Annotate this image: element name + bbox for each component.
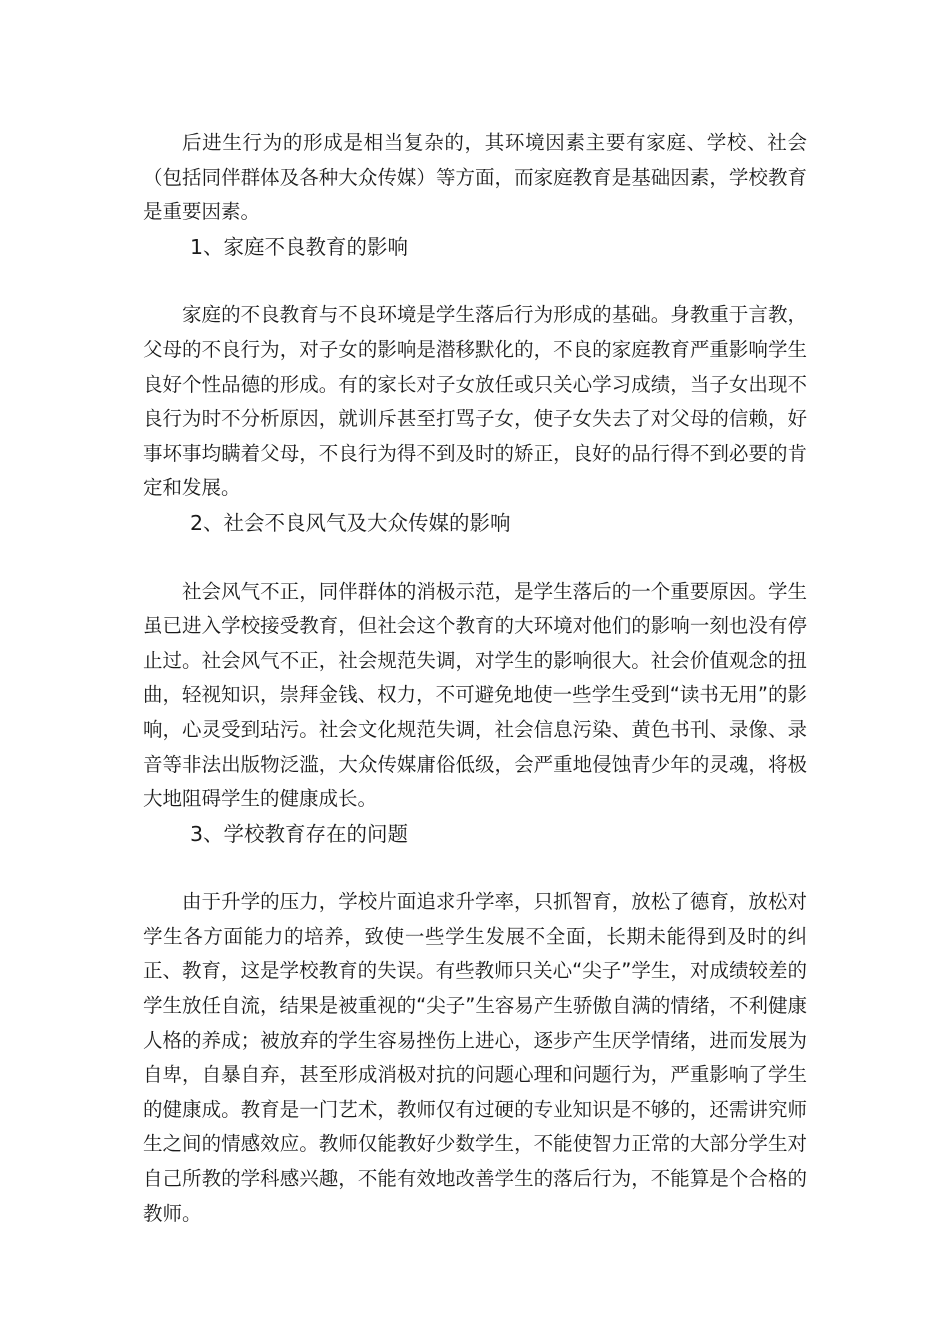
document-body xyxy=(143,126,807,1231)
section-heading-family: 1、家庭不良教育的影响 xyxy=(190,234,409,259)
family-paragraph: 家庭的不良教育与不良环境是学生落后行为形成的基础。身教重于言教，父母的不良行为，对子女的影响是潜移默化的，不良的家庭教育严重影响学生良好个性品德的形成。有的家长对子女放任或只关心学习成绩，当子女出现不良行为时不分析原因，就训斥甚至打骂子女，使子女失去了对父母的信赖，好事坏事均瞒着父母，不良行为得不到及时的矫正，良好的品行得不到必要的肯定和发展。 xyxy=(143,303,807,500)
spacer xyxy=(143,851,807,885)
school-paragraph: 由于升学的压力，学校片面追求升学率，只抓智育，放松了德育，放松对学生各方面能力的培养，致使一些学生发展不全面，长期未能得到及时的纠正、教育，这是学校教育的失误。有些教师只关心“尖子”学生，对成绩较差的学生放任自流，结果是被重视的“尖子”生容易产生骄傲自满的情绪，不利健康人格的养成；被放弃的学生容易挫伤上进心，逐步产生厌学情绪，进而发展为自卑，自暴自弃，甚至形成消极对抗的问题心理和问题行为，严重影响了学生的健康成。教育是一门艺术，教师仅有过硬的专业知识是不够的，还需讲究师生之间的情感效应。教师仅能教好少数学生，不能使智力正常的大部分学生对自己所教的学科感兴趣，不能有效地改善学生的落后行为，不能算是个合格的教师。 xyxy=(143,890,807,1225)
spacer xyxy=(143,264,807,298)
section-heading-school: 3、学校教育存在的问题 xyxy=(190,821,409,846)
intro-paragraph: 后进生行为的形成是相当复杂的，其环境因素主要有家庭、学校、社会（包括同伴群体及各种大众传媒）等方面，而家庭教育是基础因素，学校教育是重要因素。 xyxy=(143,131,807,224)
society-paragraph: 社会风气不正，同伴群体的消极示范，是学生落后的一个重要原因。学生虽已进入学校接受教育，但社会这个教育的大环境对他们的影响一刻也没有停止过。社会风气不正，社会规范失调，对学生的影响很大。社会价值观念的扭曲，轻视知识，崇拜金钱、权力，不可避免地使一些学生受到“读书无用”的影响，心灵受到玷污。社会文化规范失调，社会信息污染、黄色书刊、录像、录音等非法出版物泛滥，大众传媒庸俗低级，会严重地侵蚀青少年的灵魂，将极大地阻碍学生的健康成长。 xyxy=(143,579,807,811)
section-heading-society: 2、社会不良风气及大众传媒的影响 xyxy=(190,510,511,535)
spacer xyxy=(143,541,807,575)
